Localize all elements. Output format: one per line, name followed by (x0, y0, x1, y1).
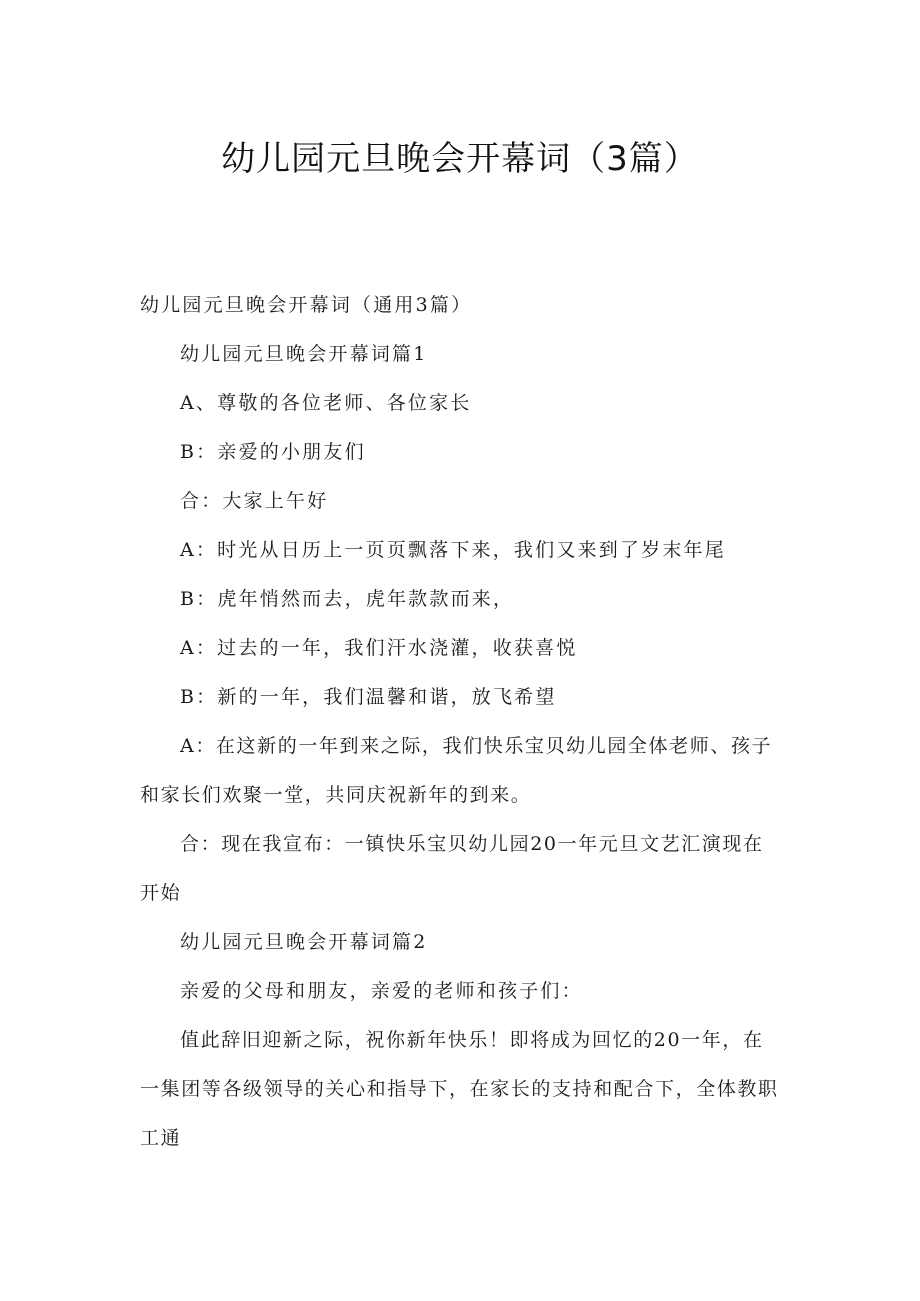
document-title: 幼儿园元旦晚会开幕词（3篇） (221, 139, 699, 179)
paragraph-subtitle: 幼儿园元旦晚会开幕词（通用3篇） (140, 294, 473, 316)
paragraph-section-heading-1: 幼儿园元旦晚会开幕词篇1 (180, 343, 428, 365)
document-body (140, 281, 780, 1163)
paragraph: 合：大家上午好 (180, 490, 329, 512)
paragraph: 值此辞旧迎新之际，祝你新年快乐！即将成为回忆的20一年，在一集团等各级领导的关心和指导下，在家长的支持和配合下，全体教职工通 (140, 1029, 779, 1149)
paragraph: A：过去的一年，我们汗水浇灌，收获喜悦 (180, 637, 578, 659)
paragraph: A：时光从日历上一页页飘落下来，我们又来到了岁末年尾 (180, 539, 726, 561)
paragraph: A、尊敬的各位老师、各位家长 (180, 392, 472, 414)
paragraph-section-heading-2: 幼儿园元旦晚会开幕词篇2 (180, 931, 428, 953)
paragraph: 亲爱的父母和朋友，亲爱的老师和孩子们： (180, 980, 583, 1002)
paragraph: B：虎年悄然而去，虎年款款而来， (180, 588, 515, 610)
paragraph: B：亲爱的小朋友们 (180, 441, 366, 463)
paragraph: B：新的一年，我们温馨和谐，放飞希望 (180, 686, 557, 708)
paragraph: A：在这新的一年到来之际，我们快乐宝贝幼儿园全体老师、孩子和家长们欢聚一堂，共同庆祝新年的到来。 (140, 735, 773, 806)
paragraph: 合：现在我宣布：一镇快乐宝贝幼儿园20一年元旦文艺汇演现在开始 (140, 833, 764, 904)
